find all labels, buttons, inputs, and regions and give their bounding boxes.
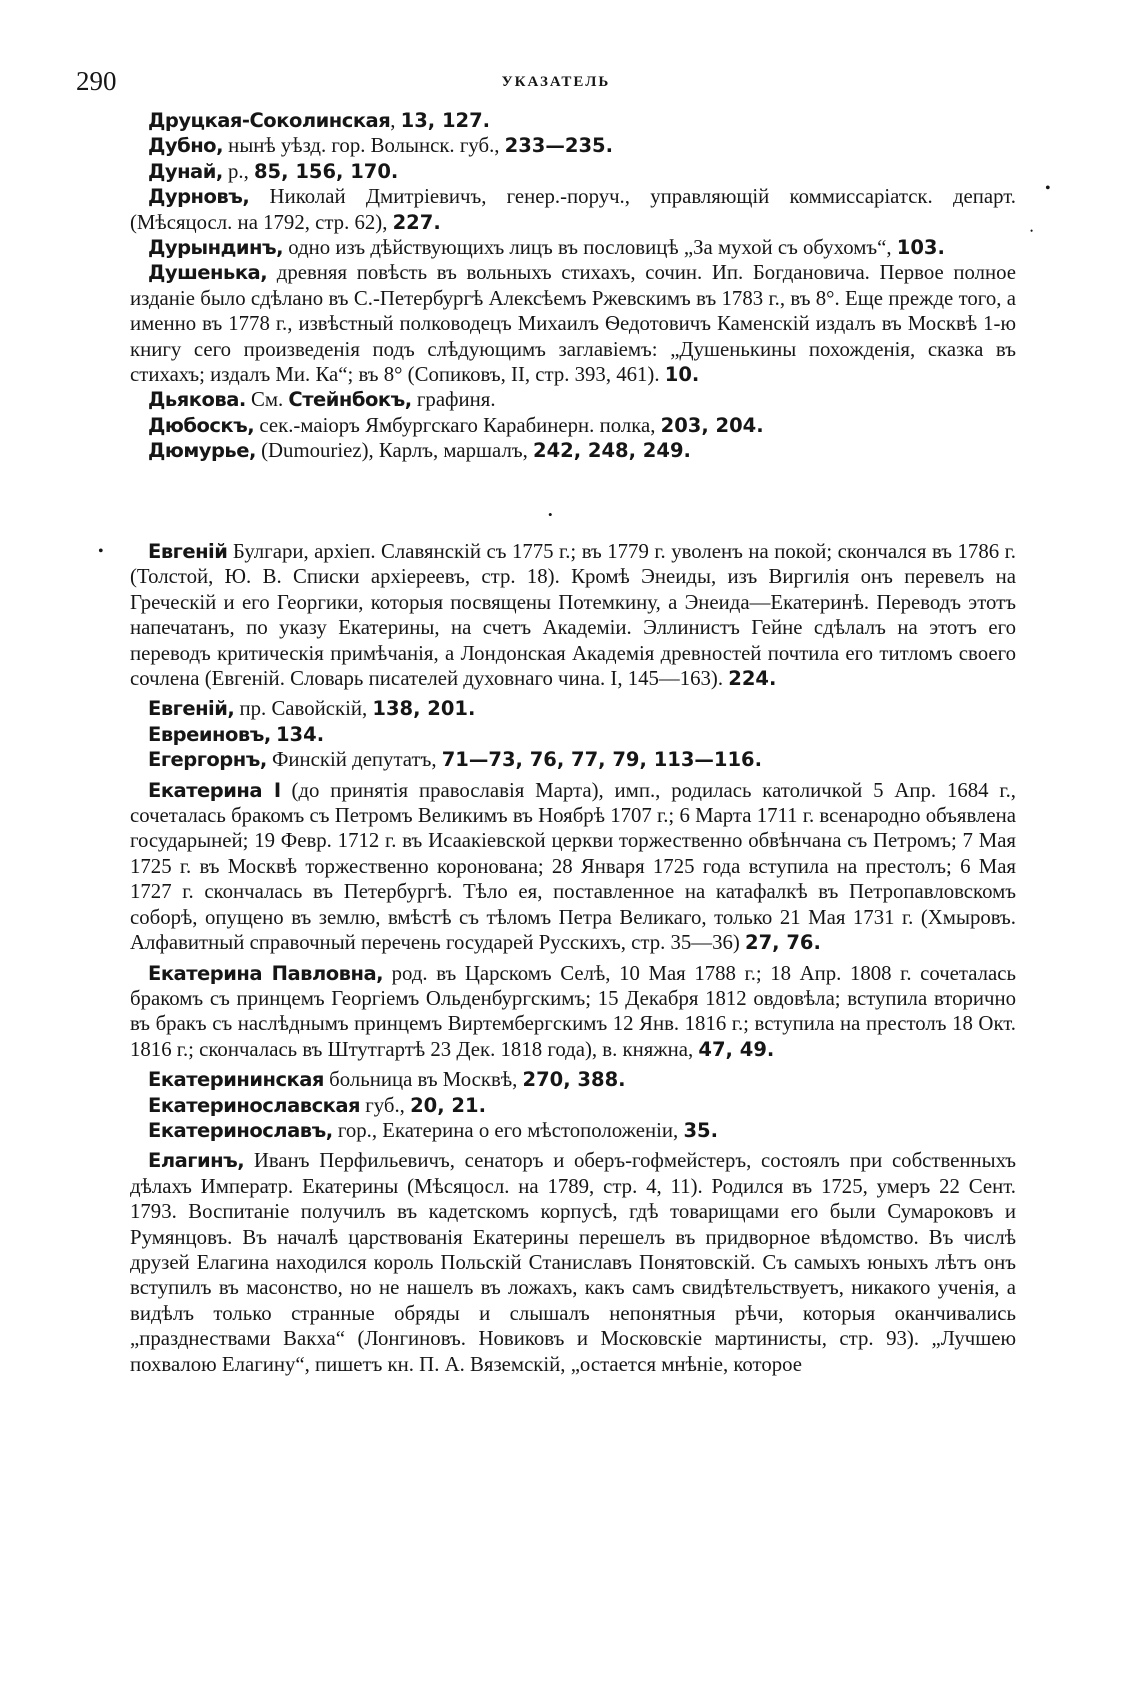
entry-text: Николай Дмитріевичъ, генер.-поруч., управляющій коммиссаріатск. департ. (Мѣсяцосл. на 1792, стр. 62), (130, 185, 1016, 234)
index-entry (130, 1093, 1016, 1118)
index-entry (130, 1118, 1016, 1143)
index-entry (130, 159, 1016, 184)
entry-text: сек.-маіоръ Ямбургскаго Карабинерн. полка, (254, 413, 661, 437)
entry-headword: Екатеринославская (148, 1093, 361, 1117)
entry-headword: Евгеній (148, 540, 228, 563)
entry-text: См. (245, 388, 289, 412)
entry-headword: Дюбоскъ, (148, 413, 255, 437)
entry-text: р., (222, 159, 254, 183)
entry-pages: 20, 21. (410, 1093, 486, 1117)
entry-text: губ., (360, 1093, 411, 1117)
entry-headword: Евгеній, (148, 697, 235, 721)
entry-text: одно изъ дѣйствующихъ лицъ въ пословицѣ „За мухой съ обухомъ“, (283, 236, 897, 260)
entry-headword: Дюмурье, (148, 439, 256, 463)
index-entry (130, 778, 1016, 956)
entry-pages: 138, 201. (372, 697, 476, 721)
entry-text: гор., Екатерина о его мѣстоположеніи, (332, 1118, 684, 1142)
page-number: 290 (76, 66, 117, 96)
index-block-d (130, 108, 1016, 464)
entry-text: Иванъ Перфильевичъ, сенаторъ и оберъ-гофмейстеръ, состоялъ при собственныхъ дѣлахъ Императр. Екатерины (Мѣсяцосл. на 1789, стр. 4, 11). Родился въ 1725, умеръ 22 Сент. 1793. Воспитаніе получилъ въ кадетскомъ корпусѣ, гдѣ товарищами его были Сумароковъ и Румянцовъ. Въ началѣ царствованія Екатерины перешелъ въ придворное вѣдомство. Въ числѣ друзей Елагина находился король Польскій Станиславъ Понятовскій. Съ самыхъ юныхъ лѣтъ онъ вступилъ въ масонство, но не нашелъ въ ложахъ, какъ самъ свидѣтельствуетъ, никакого ученія, а видѣлъ только странные обряды и слышалъ непонятныя рѣчи, которыя оканчивались „празднествами Вакха“ (Лонгиновъ. Новиковъ и Московскіе мартинисты, стр. 93). „Лучшею похвалою Елагину“, пишетъ кн. П. А. Вяземскій, „остается мнѣніе, которое (130, 1149, 1016, 1376)
index-entry (130, 696, 1016, 721)
entry-headword: Екатеринославъ, (148, 1118, 333, 1142)
entry-text: древняя повѣсть въ вольныхъ стихахъ, сочин. Ип. Богдановича. Первое полное изданіе было сдѣлано въ С.-Петербургѣ Алексѣемъ Ржевскимъ въ 1783 г., въ 8°. Еще прежде того, а именно въ 1778 г., извѣстный полководецъ Михаилъ Ѳедотовичъ Каменскій издалъ въ Москвѣ 1-ю книгу сего произведенія подъ слѣдующимъ заглавіемъ: „Душенькины похожденія, сказка въ стихахъ; издалъ Ми. Ка“; въ 8° (Сопиковъ, II, стр. 393, 461). (130, 261, 1016, 387)
entry-pages: 35. (683, 1118, 718, 1142)
entry-headword: Егергорнъ, (148, 748, 267, 772)
entry-headword: Евреиновъ, (148, 722, 271, 746)
margin-dot: • (1030, 226, 1034, 236)
index-entry (130, 961, 1016, 1063)
entry-text: , (390, 109, 396, 132)
entry-pages: 13, 127. (400, 109, 491, 132)
entry-pages: 27, 76. (745, 931, 821, 955)
entry-headword: Екатерининская (148, 1068, 324, 1092)
index-entry (130, 133, 1016, 158)
running-head: УКАЗАТЕЛЬ (501, 74, 611, 90)
entry-cross-reference: Стейнбокъ, (288, 388, 412, 412)
entry-headword: Елагинъ, (148, 1149, 245, 1173)
margin-dot: • (98, 543, 104, 560)
index-entry (130, 1148, 1016, 1377)
entry-pages: 227. (392, 210, 441, 234)
entry-headword: Дьякова. (148, 388, 246, 412)
index-entry (130, 260, 1016, 387)
entry-headword: Екатерина I (148, 778, 281, 802)
index-entry (130, 539, 1016, 691)
section-separator: • (548, 507, 553, 522)
entry-pages: 270, 388. (522, 1068, 626, 1092)
entry-text: род. въ Царскомъ Селѣ, 10 Мая 1788 г.; 18 Апр. 1808 г. сочеталась бракомъ съ принцемъ Георгіемъ Ольденбургскимъ; 15 Декабря 1812 овдовѣла; вступила вторично въ бракъ съ наслѣднымъ принцемъ Виртембергскимъ 12 Янв. 1816 г.; вступила на престолъ 18 Окт. 1816 г.; скончалась въ Штутгартѣ 23 Дек. 1818 года), в. княжна, (130, 961, 1016, 1061)
entry-text: (Dumouriez), Карлъ, маршалъ, (255, 439, 533, 463)
entry-pages: 233—235. (504, 134, 613, 158)
entry-headword: Дурындинъ, (148, 236, 284, 260)
entry-headword: Дубно, (148, 134, 223, 158)
entry-pages: 10. (664, 363, 700, 387)
index-entry (130, 747, 1016, 772)
index-entry (130, 413, 1016, 438)
margin-dot: • (1045, 180, 1051, 197)
entry-pages: 85, 156, 170. (253, 159, 399, 183)
index-entry (130, 387, 1016, 412)
index-entry (130, 722, 1016, 747)
entry-text: (до принятія православія Марта), имп., родилась католичкой 5 Апр. 1684 г., сочеталась бракомъ съ Петромъ Великимъ въ Ноябрѣ 1707 г.; 6 Марта 1711 г. всенародно объявлена государыней; 19 Февр. 1712 г. въ Исаакіевской церкви торжественно обвѣнчана съ Петромъ; 7 Мая 1725 г. въ Москвѣ торжественно коронована; 28 Января 1725 года вступила на престолъ; 6 Мая 1727 г. скончалась въ Петербургѣ. Тѣло ея, поставленное на катафалкѣ въ Петропавловскомъ соборѣ, опущено въ землю, вмѣстѣ съ тѣломъ Петра Великаго, только 21 Мая 1731 г. (Хмыровъ. Алфавитный справочный перечень государей Русскихъ, стр. 35—36) (130, 778, 1016, 955)
entry-text: пр. Савойскій, (234, 697, 373, 721)
entry-text: графиня. (411, 388, 496, 412)
index-entry (130, 108, 1016, 133)
entry-headword: Дунай, (148, 159, 223, 183)
entry-text: Булгари, архіеп. Славянскій съ 1775 г.; въ 1779 г. уволенъ на покой; скончался въ 1786 г. (Толстой, Ю. В. Списки архіереевъ, стр. 18). Кромѣ Энеиды, изъ Виргилія онъ перевелъ на Греческій и его Георгики, которыя посвящены Потемкину, а Энеида—Екатеринѣ. Переводъ этотъ напечатанъ, по указу Екатерины, на счетъ Академіи. Эллинистъ Гейне сдѣлалъ на этотъ его переводъ критическія примѣчанія, а Лондонская Академія древностей почтила его титломъ своего сочлена (Евгеній. Словарь писателей духовнаго чина. I, 145—163). (130, 540, 1016, 691)
entry-headword: Дурновъ, (148, 185, 250, 209)
index-entry (130, 235, 1016, 260)
entry-text: Финскій депутатъ, (266, 748, 442, 772)
entry-text: больница въ Москвѣ, (323, 1068, 523, 1092)
entry-text: нынѣ уѣзд. гор. Волынск. губ., (222, 134, 505, 158)
entry-pages: 103. (896, 236, 945, 260)
entry-pages: 134. (275, 722, 325, 746)
index-entry (130, 438, 1016, 463)
entry-headword: Друцкая-Соколинская (148, 109, 391, 132)
entry-headword: Екатерина Павловна, (148, 961, 384, 985)
entry-headword: Душенька, (148, 261, 268, 285)
entry-pages: 47, 49. (698, 1037, 775, 1061)
page-header (76, 66, 1036, 98)
index-entry (130, 1067, 1016, 1092)
entry-pages: 242, 248, 249. (533, 439, 691, 463)
index-entry (130, 184, 1016, 235)
entry-pages: 203, 204. (660, 413, 764, 437)
index-block-e (130, 539, 1016, 1377)
entry-pages: 71—73, 76, 77, 79, 113—116. (441, 748, 763, 772)
entry-pages: 224. (728, 667, 777, 691)
